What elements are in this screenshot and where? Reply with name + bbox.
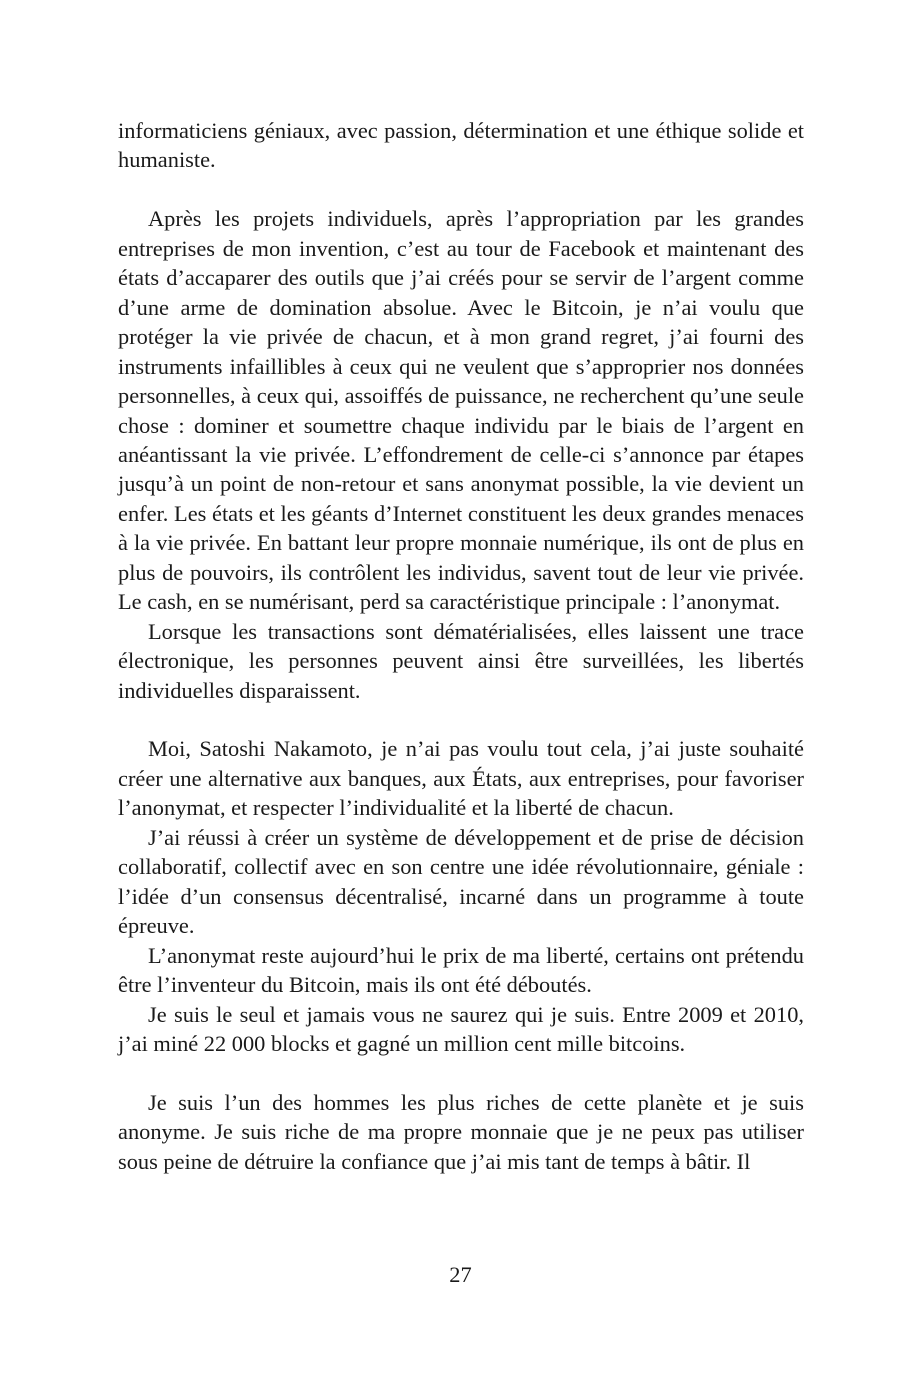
paragraph: Lorsque les transactions sont dématérialisées, elles laissent une trace électronique, les personnes peuvent ainsi être surveillées, les libertés individuelles disparaissent. bbox=[118, 618, 804, 703]
body-text bbox=[118, 116, 804, 1176]
paragraph: J’ai réussi à créer un système de développement et de prise de décision collaboratif, collectif avec en son centre une idée révolutionnaire, géniale : l’idée d’un consensus décentralisé, incarné dans un programme à toute épreuve. bbox=[118, 824, 804, 939]
paragraph: Moi, Satoshi Nakamoto, je n’ai pas voulu tout cela, j’ai juste souhaité créer une alternative aux banques, aux États, aux entreprises, pour favoriser l’anonymat, et respecter l’individualité et la liberté de chacun. bbox=[118, 736, 804, 821]
paragraph: Je suis le seul et jamais vous ne saurez qui je suis. Entre 2009 et 2010, j’ai miné 22 000 blocks et gagné un million cent mille bitcoins. bbox=[118, 1001, 804, 1057]
paragraph: Je suis l’un des hommes les plus riches de cette planète et je suis anonyme. Je suis riche de ma propre monnaie que je ne peux pas utiliser sous peine de détruire la confiance que j’ai mis tant de temps à bâtir. Il bbox=[118, 1089, 804, 1174]
paragraph: Après les projets individuels, après l’appropriation par les grandes entreprises de mon invention, c’est au tour de Facebook et maintenant des états d’accaparer des outils que j’ai créés pour se servir de l’argent comme d’une arme de domination absolue. Avec le Bitcoin, je n’ai voulu que protéger la vie privée de chacun, et à mon grand regret, j’ai fourni des instruments infaillibles à ceux qui ne veulent que s’approprier nos données personnelles, à ceux qui, assoiffés de puissance, ne recherchent qu’une seule chose : dominer et soumettre chaque individu par le biais de l’argent en anéantissant la vie privée. L’effondrement de celle-ci s’annonce par étapes jusqu’à un point de non-retour et sans anonymat possible, la vie devient un enfer. Les états et les géants d’Internet constituent les deux grandes menaces à la vie privée. En battant leur propre monnaie numérique, ils ont de plus en plus de pouvoirs, ils contrôlent les individus, savent tout de leur vie privée. Le cash, en se numérisant, perd sa caractéristique principale : l’anonymat. bbox=[118, 206, 804, 615]
paragraph-continuation: informaticiens géniaux, avec passion, détermination et une éthique solide et humaniste. bbox=[118, 118, 804, 173]
page-number: 27 bbox=[449, 1262, 472, 1287]
paragraph: L’anonymat reste aujourd’hui le prix de ma liberté, certains ont prétendu être l’inventeur du Bitcoin, mais ils ont été déboutés. bbox=[118, 942, 804, 998]
